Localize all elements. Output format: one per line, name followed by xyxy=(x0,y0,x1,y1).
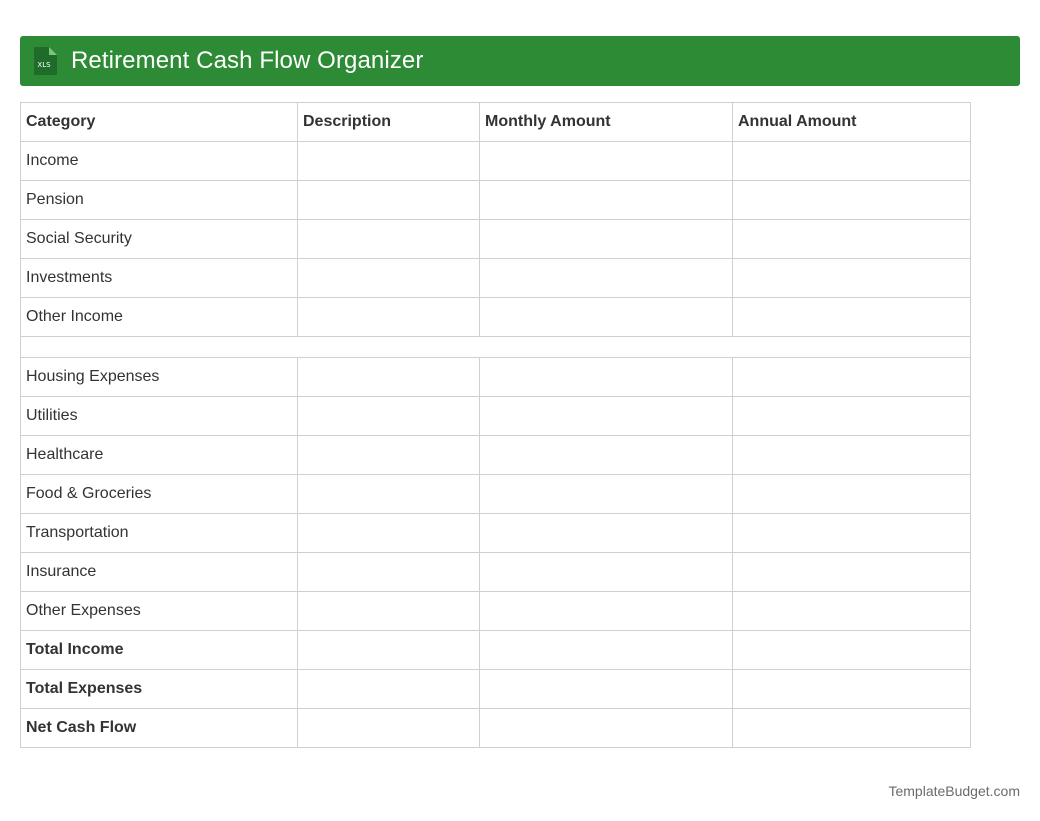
category-cell: Housing Expenses xyxy=(21,358,298,397)
table-row xyxy=(21,358,971,397)
description-cell[interactable] xyxy=(298,709,480,748)
annual-amount-cell[interactable] xyxy=(733,397,971,436)
summary-row xyxy=(21,670,971,709)
page-title: Retirement Cash Flow Organizer xyxy=(71,47,424,74)
description-cell[interactable] xyxy=(298,670,480,709)
table-row xyxy=(21,181,971,220)
annual-amount-cell[interactable] xyxy=(733,592,971,631)
table-header-row xyxy=(21,103,971,142)
description-cell[interactable] xyxy=(298,475,480,514)
annual-amount-cell[interactable] xyxy=(733,553,971,592)
category-cell: Other Expenses xyxy=(21,592,298,631)
category-cell: Pension xyxy=(21,181,298,220)
footer-brand: TemplateBudget.com xyxy=(888,783,1020,799)
monthly-amount-cell[interactable] xyxy=(480,142,733,181)
summary-category-cell: Total Expenses xyxy=(21,670,298,709)
description-cell[interactable] xyxy=(298,259,480,298)
xls-file-icon xyxy=(32,46,58,76)
monthly-amount-cell[interactable] xyxy=(480,397,733,436)
monthly-amount-cell[interactable] xyxy=(480,358,733,397)
monthly-amount-cell[interactable] xyxy=(480,631,733,670)
table-row xyxy=(21,553,971,592)
annual-amount-cell[interactable] xyxy=(733,631,971,670)
monthly-amount-cell[interactable] xyxy=(480,514,733,553)
annual-amount-cell[interactable] xyxy=(733,670,971,709)
table-row xyxy=(21,592,971,631)
table-row xyxy=(21,475,971,514)
table-row xyxy=(21,514,971,553)
annual-amount-cell[interactable] xyxy=(733,436,971,475)
category-cell: Social Security xyxy=(21,220,298,259)
column-header-description: Description xyxy=(298,103,480,142)
table-row xyxy=(21,259,971,298)
category-cell: Insurance xyxy=(21,553,298,592)
summary-category-cell: Total Income xyxy=(21,631,298,670)
description-cell[interactable] xyxy=(298,181,480,220)
monthly-amount-cell[interactable] xyxy=(480,436,733,475)
monthly-amount-cell[interactable] xyxy=(480,553,733,592)
table-row xyxy=(21,298,971,337)
category-cell: Transportation xyxy=(21,514,298,553)
monthly-amount-cell[interactable] xyxy=(480,181,733,220)
annual-amount-cell[interactable] xyxy=(733,514,971,553)
monthly-amount-cell[interactable] xyxy=(480,259,733,298)
summary-row xyxy=(21,631,971,670)
category-cell: Utilities xyxy=(21,397,298,436)
description-cell[interactable] xyxy=(298,142,480,181)
annual-amount-cell[interactable] xyxy=(733,709,971,748)
table-row xyxy=(21,220,971,259)
category-cell: Healthcare xyxy=(21,436,298,475)
summary-row xyxy=(21,709,971,748)
category-cell: Food & Groceries xyxy=(21,475,298,514)
description-cell[interactable] xyxy=(298,514,480,553)
column-header-category: Category xyxy=(21,103,298,142)
annual-amount-cell[interactable] xyxy=(733,181,971,220)
spacer-row xyxy=(21,337,971,358)
description-cell[interactable] xyxy=(298,358,480,397)
description-cell[interactable] xyxy=(298,631,480,670)
cash-flow-table xyxy=(20,102,971,748)
annual-amount-cell[interactable] xyxy=(733,259,971,298)
monthly-amount-cell[interactable] xyxy=(480,475,733,514)
monthly-amount-cell[interactable] xyxy=(480,709,733,748)
monthly-amount-cell[interactable] xyxy=(480,592,733,631)
annual-amount-cell[interactable] xyxy=(733,298,971,337)
summary-category-cell: Net Cash Flow xyxy=(21,709,298,748)
description-cell[interactable] xyxy=(298,397,480,436)
category-cell: Other Income xyxy=(21,298,298,337)
monthly-amount-cell[interactable] xyxy=(480,220,733,259)
annual-amount-cell[interactable] xyxy=(733,475,971,514)
description-cell[interactable] xyxy=(298,436,480,475)
annual-amount-cell[interactable] xyxy=(733,220,971,259)
xls-icon-label: XLS xyxy=(37,61,51,69)
title-bar xyxy=(20,36,1020,86)
description-cell[interactable] xyxy=(298,553,480,592)
table-row xyxy=(21,142,971,181)
column-header-annual-amount: Annual Amount xyxy=(733,103,971,142)
monthly-amount-cell[interactable] xyxy=(480,298,733,337)
annual-amount-cell[interactable] xyxy=(733,142,971,181)
category-cell: Income xyxy=(21,142,298,181)
monthly-amount-cell[interactable] xyxy=(480,670,733,709)
description-cell[interactable] xyxy=(298,298,480,337)
column-header-monthly-amount: Monthly Amount xyxy=(480,103,733,142)
category-cell: Investments xyxy=(21,259,298,298)
table-row xyxy=(21,436,971,475)
table-row xyxy=(21,397,971,436)
annual-amount-cell[interactable] xyxy=(733,358,971,397)
description-cell[interactable] xyxy=(298,592,480,631)
description-cell[interactable] xyxy=(298,220,480,259)
spacer-cell xyxy=(21,337,971,358)
